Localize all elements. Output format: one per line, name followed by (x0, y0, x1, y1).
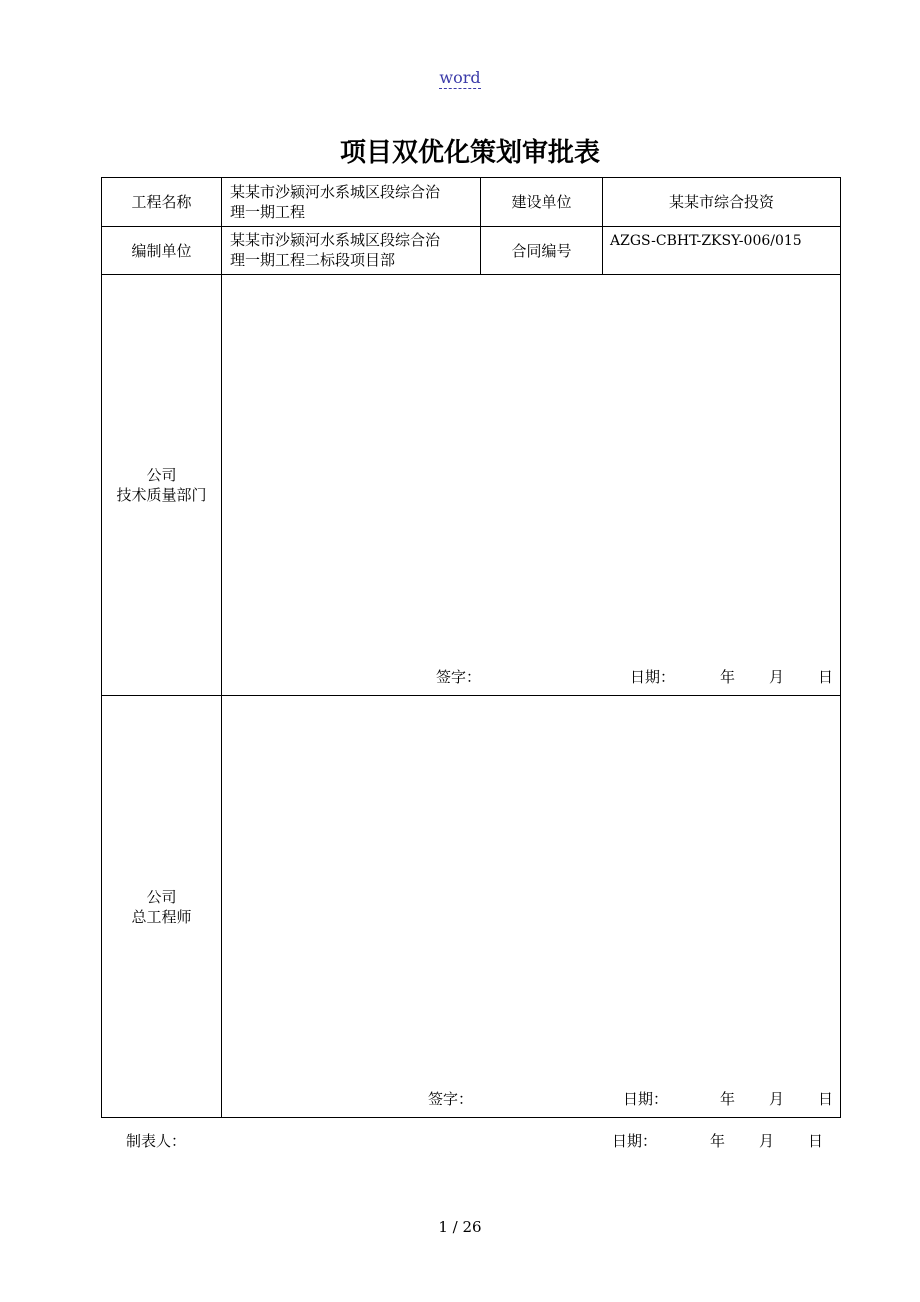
day-label: 日 (808, 1132, 824, 1150)
section2-day (818, 1088, 833, 1109)
date-label: 日期： (612, 1132, 658, 1150)
tech-quality-dept-opinion-area[interactable] (222, 275, 840, 695)
project-name-value (230, 182, 478, 222)
contract-label-text: 合同编号 (511, 241, 572, 260)
owner-value (603, 178, 840, 226)
maker-label (126, 1130, 186, 1151)
project-name-line1: 某某市沙颍河水系城区段综合治 (230, 183, 441, 201)
section1-month (769, 666, 784, 687)
prepared-by-line2: 理一期工程二标段项目部 (230, 251, 396, 269)
owner-label-text: 建设单位 (511, 193, 572, 211)
year-label: 年 (710, 1132, 726, 1150)
day-label: 日 (818, 1090, 834, 1108)
contract-value (610, 231, 838, 251)
project-name-line2: 理一期工程 (230, 203, 306, 221)
word-link-text[interactable]: word (439, 68, 481, 87)
section1-signature-row (436, 666, 481, 687)
contract-label (481, 227, 602, 274)
day-label: 日 (818, 668, 834, 686)
month-label: 月 (769, 1090, 785, 1108)
owner-label (481, 178, 602, 226)
section2-date-label (623, 1088, 668, 1109)
section2-year (720, 1088, 735, 1109)
prepared-by-value (230, 230, 478, 270)
project-name-label (102, 178, 221, 226)
sign-label: 签字： (436, 668, 482, 686)
tech-quality-dept-label (102, 275, 221, 695)
date-label: 日期： (623, 1090, 669, 1108)
form-title: 项目双优化策划审批表 (339, 138, 600, 168)
chief-engineer-opinion-area[interactable] (222, 696, 840, 1117)
section1-year (720, 666, 735, 687)
prepared-by-label (102, 227, 221, 274)
section2-label-line2: 总工程师 (131, 907, 192, 926)
month-label: 月 (759, 1132, 775, 1150)
approval-form-table (101, 177, 841, 1118)
sign-label: 签字： (428, 1090, 474, 1108)
prepared-by-line1: 某某市沙颍河水系城区段综合治 (230, 231, 441, 249)
section2-label-line1: 公司 (146, 887, 177, 906)
year-label: 年 (720, 668, 736, 686)
section2-month (769, 1088, 784, 1109)
maker-label-text: 制表人： (126, 1132, 187, 1150)
word-link[interactable] (0, 68, 920, 87)
month-label: 月 (769, 668, 785, 686)
footer-month (759, 1130, 774, 1151)
section1-label-line1: 公司 (146, 466, 177, 484)
section1-date-label (630, 666, 675, 687)
page-number: 1 / 26 (438, 1218, 482, 1236)
contract-value-text: AZGS-CBHT-ZKSY-006/015 (610, 233, 802, 249)
year-label: 年 (720, 1090, 736, 1108)
footer-day (808, 1130, 823, 1151)
owner-value-text: 某某市综合投资 (668, 193, 774, 211)
date-label: 日期： (630, 668, 676, 686)
footer-date-label (612, 1130, 657, 1151)
chief-engineer-label (102, 696, 221, 1117)
prepared-by-label-text: 编制单位 (131, 241, 192, 260)
project-name-label-text: 工程名称 (131, 193, 192, 211)
section2-signature-row (428, 1088, 473, 1109)
section1-label-line2: 技术质量部门 (116, 486, 207, 504)
footer-year (710, 1130, 725, 1151)
section1-day (818, 666, 833, 687)
